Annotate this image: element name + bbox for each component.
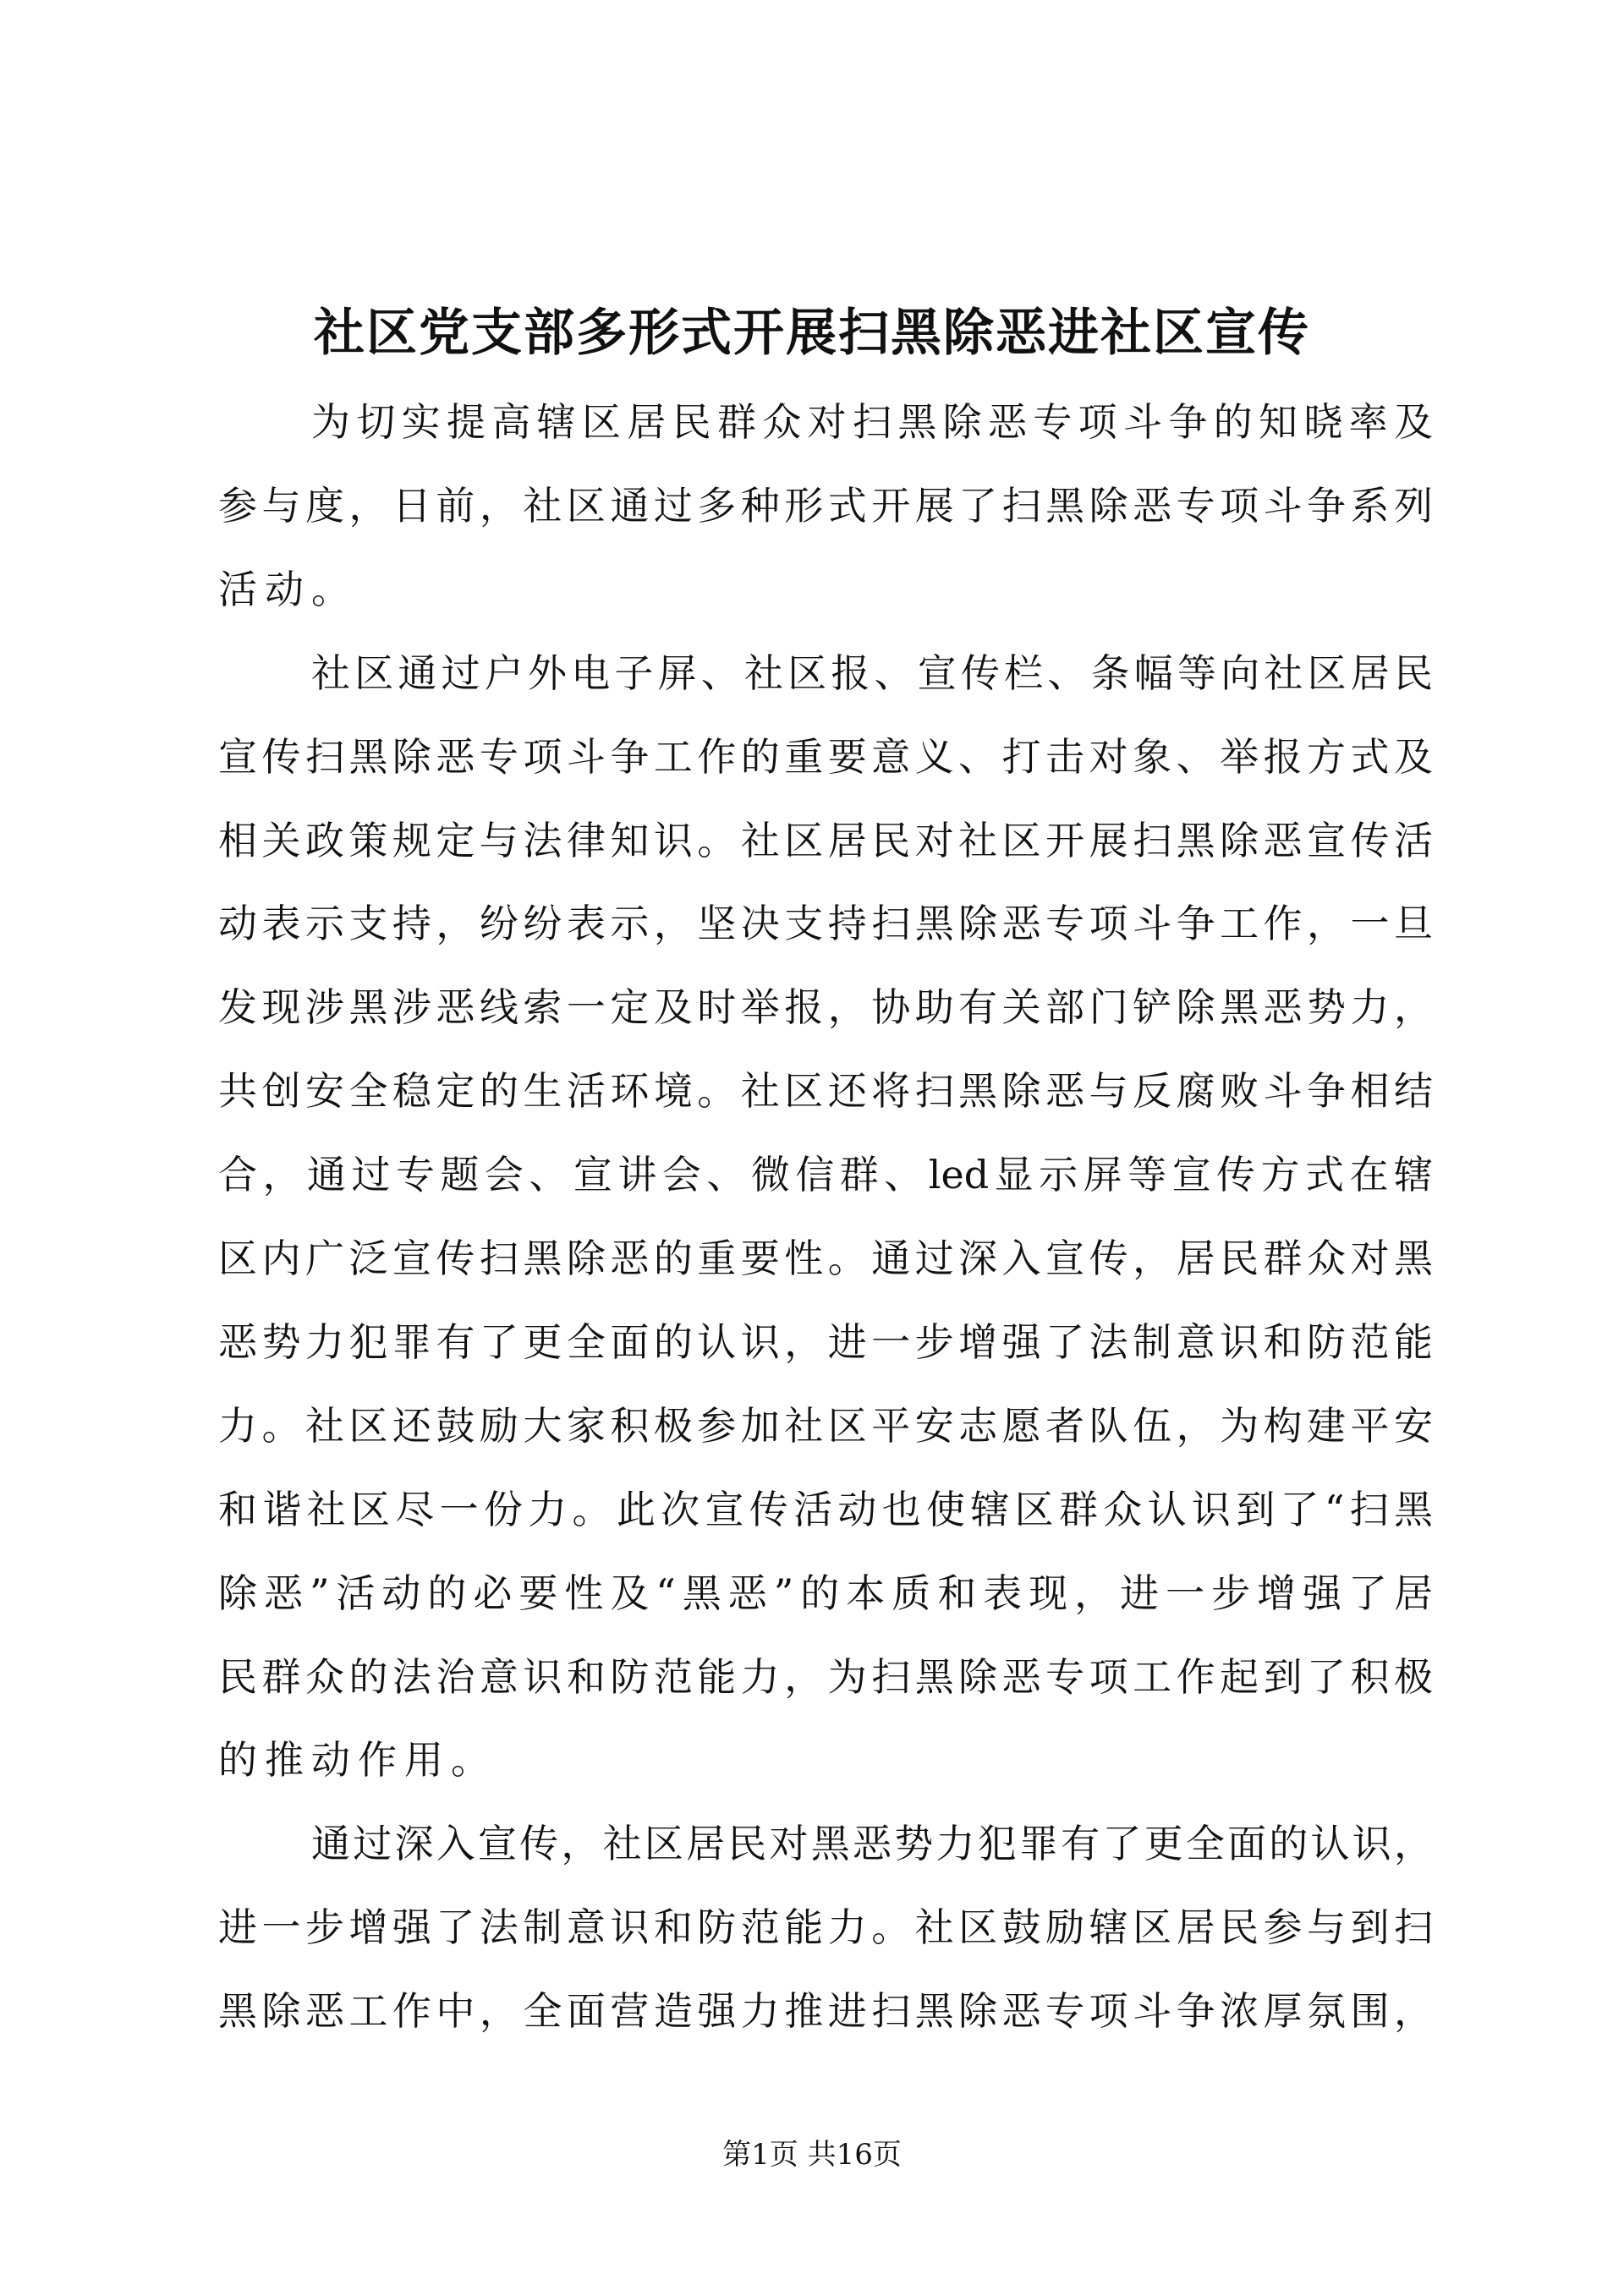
text-line: 宣传扫黑除恶专项斗争工作的重要意义、打击对象、举报方式及 bbox=[218, 733, 1433, 780]
text-line: 社区通过户外电子屏、社区报、宣传栏、条幅等向社区居民 bbox=[311, 649, 1433, 696]
text-line: 共创安全稳定的生活环境。社区还将扫黑除恶与反腐败斗争相结 bbox=[218, 1068, 1433, 1115]
text-line: 的推动作用。 bbox=[218, 1737, 497, 1784]
text-line: 通过深入宣传，社区居民对黑恶势力犯罪有了更全面的认识， bbox=[311, 1821, 1433, 1867]
text-line: 黑除恶工作中，全面营造强力推进扫黑除恶专项斗争浓厚氛围， bbox=[218, 1988, 1433, 2035]
text-line: 恶势力犯罪有了更全面的认识，进一步增强了法制意识和防范能 bbox=[218, 1318, 1433, 1365]
text-line: 参与度，日前，社区通过多种形式开展了扫黑除恶专项斗争系列 bbox=[218, 482, 1433, 529]
text-line: 进一步增强了法制意识和防范能力。社区鼓励辖区居民参与到扫 bbox=[218, 1904, 1433, 1951]
text-line: 相关政策规定与法律知识。社区居民对社区开展扫黑除恶宣传活 bbox=[218, 817, 1433, 863]
page-number-footer: 第1页 共16页 bbox=[722, 2138, 902, 2172]
text-line: 发现涉黑涉恶线索一定及时举报，协助有关部门铲除黑恶势力， bbox=[218, 984, 1433, 1031]
text-line: 合，通过专题会、宣讲会、微信群、led显示屏等宣传方式在辖 bbox=[218, 1152, 1433, 1198]
text-line: 民群众的法治意识和防范能力，为扫黑除恶专项工作起到了积极 bbox=[218, 1653, 1433, 1700]
text-line: 为切实提高辖区居民群众对扫黑除恶专项斗争的知晓率及 bbox=[311, 399, 1433, 445]
text-line: 力。社区还鼓励大家积极参加社区平安志愿者队伍，为构建平安 bbox=[218, 1402, 1433, 1449]
text-line: 和谐社区尽一份力。此次宣传活动也使辖区群众认识到了“扫黑 bbox=[218, 1486, 1433, 1532]
text-line: 活动。 bbox=[218, 566, 358, 612]
text-line: 除恶”活动的必要性及“黑恶”的本质和表现，进一步增强了居 bbox=[218, 1570, 1433, 1616]
text-line: 动表示支持，纷纷表示，坚决支持扫黑除恶专项斗争工作，一旦 bbox=[218, 901, 1433, 947]
document-title: 社区党支部多形式开展扫黑除恶进社区宣传 bbox=[314, 304, 1310, 363]
text-line: 区内广泛宣传扫黑除恶的重要性。通过深入宣传，居民群众对黑 bbox=[218, 1236, 1433, 1281]
